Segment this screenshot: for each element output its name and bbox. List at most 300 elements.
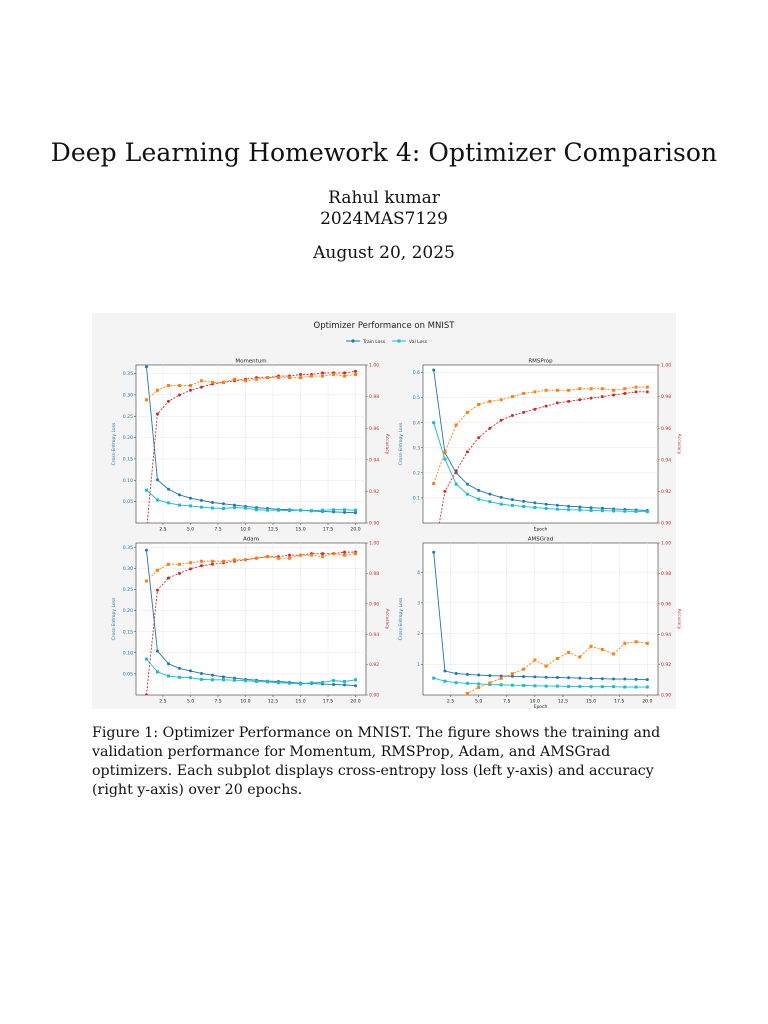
x-tick-label: 5.0 [186, 699, 195, 705]
student-id: 2024MAS7129 [320, 209, 448, 229]
data-point-train-loss [156, 650, 159, 653]
y-tick-label: 0.4 [412, 421, 420, 427]
data-point-val-loss [200, 506, 203, 509]
data-point-train-loss [200, 499, 203, 502]
data-point-val-accuracy [255, 378, 258, 381]
subplot-frame-momentum [136, 365, 366, 523]
data-point-train-loss [556, 504, 559, 507]
data-point-train-accuracy [556, 401, 559, 404]
data-point-val-loss [556, 508, 559, 511]
data-point-train-loss [590, 506, 593, 509]
data-point-val-loss [277, 509, 280, 512]
data-point-train-loss [354, 684, 357, 687]
data-point-val-accuracy [222, 381, 225, 384]
x-tick-label: 5.0 [475, 699, 483, 705]
data-point-train-accuracy [522, 411, 525, 414]
data-point-train-loss [578, 677, 581, 680]
y-right-tick-label: 1.00 [369, 363, 380, 369]
data-point-val-accuracy [612, 652, 615, 655]
data-point-train-accuracy [455, 469, 458, 472]
data-point-train-loss [545, 676, 548, 679]
data-point-val-accuracy [488, 400, 491, 403]
data-point-train-accuracy [590, 397, 593, 400]
data-point-train-accuracy [623, 695, 626, 698]
data-point-val-loss [354, 509, 357, 512]
x-tick-label: 7.5 [214, 699, 222, 705]
data-point-val-loss [255, 680, 258, 683]
data-point-val-loss [244, 679, 247, 682]
data-point-val-loss [635, 686, 638, 689]
data-point-val-loss [601, 509, 604, 512]
data-point-val-accuracy [167, 384, 170, 387]
data-point-val-accuracy [354, 552, 357, 555]
figure-legend [346, 339, 428, 345]
data-point-val-loss [578, 685, 581, 688]
data-point-val-accuracy [277, 376, 280, 379]
data-point-val-loss [522, 505, 525, 508]
data-point-val-accuracy [156, 389, 159, 392]
data-point-val-loss [432, 421, 435, 424]
y-tick-label: 0.30 [122, 566, 133, 572]
legend-val-loss-label: Val Loss [409, 340, 428, 345]
data-point-train-accuracy [167, 576, 170, 579]
data-point-train-loss [466, 673, 469, 676]
data-point-train-loss [601, 677, 604, 680]
subplot-frame-amsgrad [423, 543, 658, 695]
data-point-val-accuracy [321, 375, 324, 378]
y-axis-label-rmsprop: Cross-Entropy Loss [399, 422, 404, 466]
data-point-val-accuracy [288, 376, 291, 379]
data-point-train-loss [343, 511, 346, 514]
x-tick-label: 7.5 [214, 527, 222, 533]
data-point-val-loss [511, 684, 514, 687]
data-point-val-loss [578, 508, 581, 511]
y-right-axis-label-momentum: Accuracy [384, 433, 389, 455]
data-point-train-accuracy [567, 400, 570, 403]
x-tick-label: 17.5 [614, 699, 625, 705]
data-point-val-accuracy [343, 554, 346, 557]
data-point-val-accuracy [200, 379, 203, 382]
y-tick-label: 0.10 [122, 651, 133, 657]
data-point-train-loss [477, 489, 480, 492]
data-point-val-loss [167, 675, 170, 678]
data-point-train-loss [343, 683, 346, 686]
x-axis-label-rmsprop: Epoch [533, 527, 548, 533]
data-point-val-accuracy [601, 648, 604, 651]
data-point-val-accuracy [432, 482, 435, 485]
data-point-train-loss [189, 497, 192, 500]
data-point-val-accuracy [466, 411, 469, 414]
data-point-val-loss [156, 498, 159, 501]
data-point-val-accuracy [145, 580, 148, 583]
data-point-train-accuracy [156, 412, 159, 415]
y-right-axis-label-amsgrad: Accuracy [676, 608, 681, 630]
data-point-train-loss [145, 549, 148, 552]
data-point-val-loss [255, 508, 258, 511]
data-point-val-accuracy [567, 389, 570, 392]
data-point-val-accuracy [556, 389, 559, 392]
data-point-train-loss [556, 676, 559, 679]
x-tick-label: 20.0 [350, 527, 361, 533]
data-point-val-loss [477, 498, 480, 501]
y-tick-label: 0.30 [122, 393, 133, 399]
data-point-val-loss [233, 506, 236, 509]
data-point-train-accuracy [578, 698, 581, 701]
data-point-val-accuracy [635, 640, 638, 643]
author-block [0, 188, 768, 230]
data-point-val-accuracy [466, 692, 469, 695]
data-point-val-accuracy [277, 557, 280, 560]
x-tick-label: 12.5 [267, 699, 279, 705]
data-point-train-accuracy [635, 695, 638, 698]
data-point-val-loss [443, 680, 446, 683]
y-right-axis-label-adam: Accuracy [384, 608, 389, 630]
data-point-train-loss [488, 493, 491, 496]
data-point-val-accuracy [354, 373, 357, 376]
x-tick-label: 5.0 [186, 527, 195, 533]
data-point-val-loss [443, 458, 446, 461]
data-point-val-loss [222, 678, 225, 681]
data-point-train-loss [167, 662, 170, 665]
data-point-val-loss [266, 509, 269, 512]
data-point-val-accuracy [590, 387, 593, 390]
data-point-val-accuracy [511, 672, 514, 675]
data-point-val-accuracy [178, 384, 181, 387]
data-point-val-loss [601, 685, 604, 688]
data-point-val-accuracy [635, 386, 638, 389]
y-axis-label-momentum: Cross-Entropy Loss [112, 422, 117, 466]
x-tick-label: 12.5 [557, 699, 569, 705]
data-point-train-loss [432, 369, 435, 372]
x-tick-label: 2.5 [159, 699, 167, 705]
data-point-val-accuracy [310, 554, 313, 557]
data-point-val-accuracy [623, 387, 626, 390]
x-tick-label: 15.0 [295, 699, 306, 705]
data-point-val-accuracy [343, 375, 346, 378]
data-point-train-loss [646, 678, 649, 681]
subplot-title-adam: Adam [243, 536, 259, 543]
data-point-train-accuracy [178, 572, 181, 575]
data-point-train-accuracy [299, 373, 302, 376]
figure-canvas [92, 313, 681, 710]
data-point-val-accuracy [145, 398, 148, 401]
data-point-val-loss [288, 682, 291, 685]
data-point-val-accuracy [623, 642, 626, 645]
x-tick-label: 10.0 [240, 527, 251, 533]
data-point-val-accuracy [288, 557, 291, 560]
data-point-train-loss [211, 674, 214, 677]
data-point-train-loss [567, 676, 570, 679]
y-right-tick-label: 0.98 [369, 395, 380, 401]
y-tick-label: 0.05 [122, 500, 133, 506]
y-tick-label: 0.25 [122, 414, 133, 420]
data-point-train-accuracy [545, 405, 548, 408]
data-point-train-loss [623, 678, 626, 681]
data-point-val-loss [500, 503, 503, 506]
data-point-train-accuracy [488, 427, 491, 430]
y-tick-label: 0.10 [122, 478, 133, 484]
y-tick-label: 3 [417, 601, 420, 607]
data-point-val-accuracy [646, 386, 649, 389]
data-point-train-accuracy [354, 370, 357, 373]
data-point-val-accuracy [266, 376, 269, 379]
data-point-val-accuracy [455, 424, 458, 427]
data-point-val-accuracy [310, 375, 313, 378]
data-point-val-accuracy [545, 665, 548, 668]
data-point-train-accuracy [443, 490, 446, 493]
data-point-val-accuracy [443, 709, 446, 712]
data-point-train-loss [533, 501, 536, 504]
subplot-adam [111, 537, 390, 705]
data-point-train-accuracy [343, 371, 346, 374]
paper-date: August 20, 2025 [313, 243, 455, 263]
y-tick-label: 4 [417, 570, 420, 576]
y-tick-label: 0.25 [122, 588, 133, 594]
y-right-tick-label: 1.00 [369, 541, 380, 547]
data-point-val-accuracy [189, 384, 192, 387]
data-point-val-accuracy [321, 555, 324, 558]
data-point-train-accuracy [522, 706, 525, 709]
data-point-train-loss [432, 551, 435, 554]
data-point-val-loss [321, 681, 324, 684]
y-right-tick-label: 0.94 [369, 458, 380, 464]
data-point-val-loss [288, 509, 291, 512]
data-point-val-loss [612, 685, 615, 688]
data-point-val-accuracy [590, 645, 593, 648]
data-point-train-loss [443, 670, 446, 673]
y-right-tick-label: 1.00 [661, 363, 672, 369]
data-point-val-loss [533, 684, 536, 687]
y-right-tick-label: 0.94 [369, 632, 380, 638]
data-point-train-accuracy [189, 567, 192, 570]
x-tick-label: 15.0 [295, 527, 306, 533]
data-point-train-loss [533, 675, 536, 678]
data-point-val-loss [189, 676, 192, 679]
data-point-train-loss [354, 511, 357, 514]
data-point-train-accuracy [321, 371, 324, 374]
data-point-train-accuracy [646, 390, 649, 393]
data-point-train-loss [522, 675, 525, 678]
data-point-val-loss [277, 681, 280, 684]
data-point-train-loss [466, 483, 469, 486]
data-point-val-loss [343, 508, 346, 511]
y-right-tick-label: 0.90 [369, 693, 380, 699]
data-point-train-accuracy [321, 552, 324, 555]
data-point-val-accuracy [156, 569, 159, 572]
paper-title: Deep Learning Homework 4: Optimizer Comparison [50, 138, 718, 167]
y-tick-label: 0.5 [412, 396, 420, 402]
x-tick-label: 10.0 [240, 699, 251, 705]
y-tick-label: 1 [417, 662, 420, 668]
data-point-val-loss [590, 509, 593, 512]
y-right-tick-label: 0.94 [661, 458, 672, 464]
data-point-val-loss [533, 506, 536, 509]
data-point-val-loss [455, 681, 458, 684]
data-point-val-loss [233, 679, 236, 682]
data-point-train-loss [178, 493, 181, 496]
data-point-train-loss [200, 672, 203, 675]
y-right-tick-label: 0.90 [369, 521, 380, 527]
data-point-train-accuracy [156, 589, 159, 592]
y-right-tick-label: 0.90 [661, 693, 672, 699]
data-point-val-loss [488, 500, 491, 503]
data-point-train-loss [189, 669, 192, 672]
legend-val-loss-marker [398, 340, 401, 343]
data-point-val-accuracy [500, 398, 503, 401]
data-point-train-loss [500, 496, 503, 499]
data-point-train-loss [222, 502, 225, 505]
data-point-val-accuracy [578, 656, 581, 659]
data-point-val-accuracy [455, 700, 458, 703]
data-point-train-accuracy [167, 400, 170, 403]
data-point-val-accuracy [244, 558, 247, 561]
data-point-val-accuracy [233, 378, 236, 381]
data-point-val-accuracy [545, 389, 548, 392]
y-right-tick-label: 0.92 [369, 490, 380, 495]
data-point-val-loss [266, 680, 269, 683]
data-point-val-loss [466, 682, 469, 685]
data-point-train-loss [612, 678, 615, 681]
data-point-val-accuracy [332, 373, 335, 376]
y-right-axis-label-rmsprop: Accuracy [676, 433, 681, 455]
data-point-train-loss [332, 683, 335, 686]
data-point-val-accuracy [533, 659, 536, 662]
data-point-train-accuracy [488, 716, 491, 719]
data-point-val-accuracy [178, 563, 181, 566]
y-axis-label-amsgrad: Cross-Entropy Loss [399, 597, 404, 641]
x-tick-label: 17.5 [322, 527, 334, 533]
data-point-train-accuracy [178, 394, 181, 397]
data-point-val-loss [477, 682, 480, 685]
y-tick-label: 0.35 [122, 545, 133, 551]
data-point-val-loss [211, 507, 214, 510]
y-right-tick-label: 0.98 [661, 572, 672, 577]
data-point-val-loss [466, 493, 469, 496]
subplot-title-momentum: Momentum [235, 358, 267, 365]
data-point-val-loss [556, 685, 559, 688]
data-point-val-loss [299, 509, 302, 512]
data-point-val-loss [244, 507, 247, 510]
data-point-val-loss [321, 509, 324, 512]
y-right-tick-label: 0.96 [369, 426, 380, 432]
data-point-val-loss [299, 683, 302, 686]
subplot-title-rmsprop: RMSProp [528, 358, 553, 365]
data-point-val-loss [354, 678, 357, 681]
data-point-val-accuracy [556, 657, 559, 660]
y-right-tick-label: 0.98 [369, 572, 380, 577]
y-right-tick-label: 0.90 [661, 521, 672, 527]
subplot-momentum [111, 359, 390, 533]
data-point-val-accuracy [299, 376, 302, 379]
figure-suptitle: Optimizer Performance on MNIST [313, 321, 455, 331]
data-point-val-accuracy [255, 557, 258, 560]
data-point-val-accuracy [222, 560, 225, 563]
data-point-val-accuracy [244, 379, 247, 382]
y-tick-label: 0.20 [122, 609, 133, 615]
data-point-train-loss [145, 365, 148, 368]
data-point-val-loss [145, 658, 148, 661]
y-right-tick-label: 0.96 [661, 602, 672, 608]
x-tick-label: 10.0 [529, 699, 540, 705]
data-point-train-accuracy [288, 554, 291, 557]
data-point-val-accuracy [211, 381, 214, 384]
data-point-train-accuracy [200, 386, 203, 389]
data-point-train-accuracy [635, 390, 638, 393]
figure-caption: Figure 1: Optimizer Performance on MNIST. The figure shows the training and validation performance for Momentum, RMSProp, Adam, and AMSGrad optimizers. Each subplot displays cross-entropy loss (left y-axis) and accuracy (right y-axis) over 20 epochs. [92, 725, 661, 798]
y-axis-label-adam: Cross-Entropy Loss [112, 597, 117, 641]
data-point-train-accuracy [189, 389, 192, 392]
y-right-tick-label: 0.92 [661, 663, 672, 669]
data-point-val-accuracy [477, 686, 480, 689]
y-tick-label: 0.20 [122, 436, 133, 442]
data-point-val-loss [567, 685, 570, 688]
data-point-val-loss [590, 685, 593, 688]
y-tick-label: 0.2 [412, 471, 420, 477]
data-point-train-loss [233, 504, 236, 507]
data-point-train-loss [635, 678, 638, 681]
data-point-train-loss [211, 501, 214, 504]
data-point-train-accuracy [623, 392, 626, 395]
y-tick-label: 0.35 [122, 372, 133, 378]
data-point-val-accuracy [533, 390, 536, 393]
data-point-val-accuracy [443, 450, 446, 453]
data-point-train-loss [545, 503, 548, 506]
data-point-train-accuracy [466, 450, 469, 453]
data-point-train-accuracy [601, 697, 604, 700]
data-point-val-loss [646, 510, 649, 513]
data-point-train-accuracy [533, 408, 536, 411]
data-point-val-loss [522, 684, 525, 687]
data-point-val-loss [332, 679, 335, 682]
data-point-val-loss [222, 507, 225, 510]
data-point-val-accuracy [266, 555, 269, 558]
data-point-val-loss [178, 676, 181, 679]
data-point-train-accuracy [601, 395, 604, 398]
data-point-train-loss [477, 674, 480, 677]
y-tick-label: 0.05 [122, 672, 133, 678]
x-tick-label: 2.5 [159, 527, 167, 533]
data-point-train-accuracy [211, 563, 214, 566]
author-name: Rahul kumar [328, 188, 440, 208]
y-right-tick-label: 1.00 [661, 541, 672, 547]
data-point-val-loss [635, 510, 638, 513]
data-point-train-loss [167, 488, 170, 491]
data-point-val-loss [623, 686, 626, 689]
data-point-train-loss [578, 505, 581, 508]
data-point-train-accuracy [477, 436, 480, 439]
data-point-val-loss [623, 510, 626, 513]
data-point-train-accuracy [500, 712, 503, 715]
data-point-train-accuracy [200, 564, 203, 567]
legend-train-loss-marker [351, 339, 354, 342]
data-point-val-loss [310, 509, 313, 512]
data-point-train-loss [590, 677, 593, 680]
y-tick-label: 0.15 [122, 630, 133, 636]
data-point-val-loss [545, 507, 548, 510]
x-tick-label: 12.5 [267, 527, 279, 533]
data-point-val-accuracy [189, 561, 192, 564]
y-tick-label: 2 [417, 632, 420, 638]
data-point-val-loss [156, 670, 159, 673]
data-point-val-accuracy [522, 668, 525, 671]
y-right-tick-label: 0.98 [661, 395, 672, 401]
data-point-val-accuracy [211, 560, 214, 563]
y-tick-label: 0.1 [412, 496, 420, 502]
data-point-val-loss [455, 483, 458, 486]
subplot-frame-adam [136, 543, 366, 695]
data-point-val-loss [211, 678, 214, 681]
data-point-val-loss [200, 678, 203, 681]
